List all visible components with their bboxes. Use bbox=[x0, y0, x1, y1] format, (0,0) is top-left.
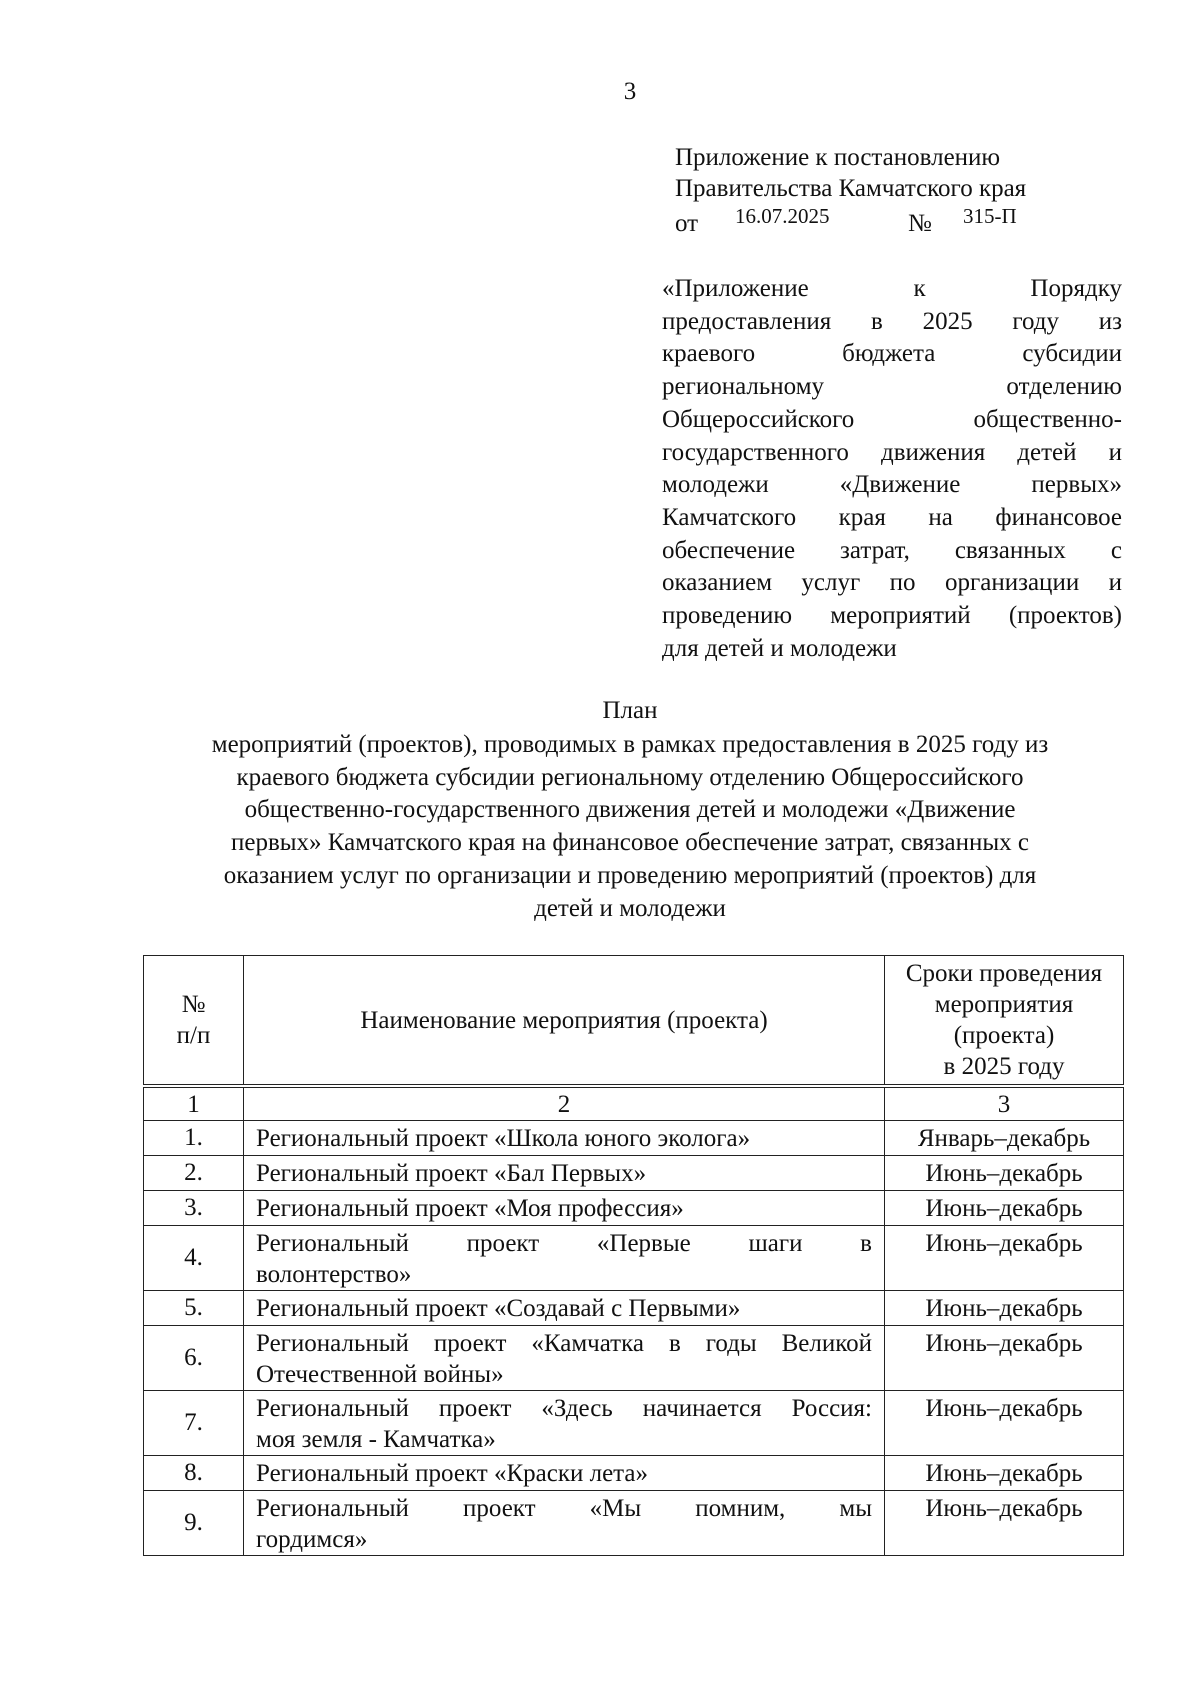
order-line: проведению мероприятий (проектов) bbox=[662, 602, 1122, 630]
order-line: молодежи «Движение первых» bbox=[662, 471, 1122, 499]
table-row bbox=[144, 1291, 1124, 1326]
appendix-header bbox=[675, 142, 1026, 235]
row-number: 2. bbox=[144, 1156, 244, 1191]
event-period: Июнь–декабрь bbox=[885, 1491, 1124, 1556]
event-name bbox=[244, 1226, 885, 1291]
column-number: 2 bbox=[244, 1086, 885, 1121]
events-table bbox=[143, 955, 1124, 1556]
event-period: Июнь–декабрь bbox=[885, 1226, 1124, 1291]
header-number-sign: № bbox=[181, 991, 206, 1018]
table-row bbox=[144, 1491, 1124, 1556]
event-name-line: Региональный проект «Мы помним, мы bbox=[256, 1495, 872, 1522]
column-number: 1 bbox=[144, 1086, 244, 1121]
event-name bbox=[244, 1491, 885, 1556]
event-name-line: моя земля - Камчатка» bbox=[256, 1426, 496, 1453]
event-name-line: гордимся» bbox=[256, 1526, 368, 1553]
event-period: Июнь–декабрь bbox=[885, 1191, 1124, 1226]
table-row bbox=[144, 1326, 1124, 1391]
order-line: оказанием услуг по организации и bbox=[662, 569, 1122, 597]
table-row bbox=[144, 1156, 1124, 1191]
event-name-line: Отечественной войны» bbox=[256, 1361, 504, 1388]
event-period: Июнь–декабрь bbox=[885, 1291, 1124, 1326]
table-row bbox=[144, 1191, 1124, 1226]
header-period-line: (проекта) bbox=[953, 1022, 1055, 1049]
event-name: Региональный проект «Создавай с Первыми» bbox=[244, 1291, 885, 1326]
order-line: «Приложение к Порядку bbox=[662, 275, 1122, 302]
column-number: 3 bbox=[885, 1086, 1124, 1121]
resolution-date: 16.07.2025 bbox=[735, 204, 830, 228]
header-event-name: Наименование мероприятия (проекта) bbox=[244, 956, 885, 1087]
event-name bbox=[244, 1391, 885, 1456]
order-reference bbox=[662, 273, 1122, 665]
number-label: № bbox=[908, 210, 932, 237]
table-row bbox=[144, 1226, 1124, 1291]
event-name-line: Региональный проект «Первые шаги в bbox=[256, 1230, 872, 1257]
order-line: Общероссийского общественно- bbox=[662, 405, 1122, 433]
order-line: региональному отделению bbox=[662, 373, 1122, 401]
row-number: 7. bbox=[144, 1391, 244, 1456]
table-header-row bbox=[144, 956, 1124, 1087]
event-name: Региональный проект «Моя профессия» bbox=[244, 1191, 885, 1226]
header-number-abbr: п/п bbox=[176, 1022, 211, 1049]
plan-description-line: краевого бюджета субсидии региональному отделению Общероссийского bbox=[236, 763, 1024, 791]
event-name: Региональный проект «Краски лета» bbox=[244, 1456, 885, 1491]
table-row bbox=[144, 1391, 1124, 1456]
header-period-line: Сроки проведения bbox=[905, 960, 1103, 987]
order-line: обеспечение затрат, связанных с bbox=[662, 536, 1122, 564]
event-name: Региональный проект «Бал Первых» bbox=[244, 1156, 885, 1191]
plan-description-line: оказанием услуг по организации и проведению мероприятий (проектов) для bbox=[223, 861, 1037, 889]
from-label: от bbox=[675, 210, 699, 237]
event-period: Июнь–декабрь bbox=[885, 1391, 1124, 1456]
row-number: 9. bbox=[144, 1491, 244, 1556]
event-period: Январь–декабрь bbox=[885, 1121, 1124, 1156]
header-number bbox=[144, 956, 244, 1087]
event-name bbox=[244, 1326, 885, 1391]
plan-title: План bbox=[602, 697, 658, 724]
event-period: Июнь–декабрь bbox=[885, 1326, 1124, 1391]
order-line: Камчатского края на финансовое bbox=[662, 503, 1122, 531]
order-line: государственного движения детей и bbox=[662, 438, 1122, 466]
column-number-row bbox=[144, 1086, 1124, 1121]
header-period-line: в 2025 году bbox=[943, 1053, 1065, 1080]
row-number: 6. bbox=[144, 1326, 244, 1391]
header-period bbox=[885, 956, 1124, 1087]
page-number: 3 bbox=[623, 78, 637, 105]
row-number: 8. bbox=[144, 1456, 244, 1491]
appendix-line-2: Правительства Камчатского края bbox=[675, 175, 1027, 202]
event-name-line: волонтерство» bbox=[256, 1261, 412, 1288]
event-name-line: Региональный проект «Камчатка в годы Великой bbox=[256, 1330, 872, 1357]
order-line: предоставления в 2025 году из bbox=[662, 307, 1122, 335]
order-line: краевого бюджета субсидии bbox=[662, 340, 1122, 368]
row-number: 5. bbox=[144, 1291, 244, 1326]
order-line: для детей и молодежи bbox=[662, 634, 897, 662]
appendix-line-1: Приложение к постановлению bbox=[675, 144, 1001, 171]
row-number: 1. bbox=[144, 1121, 244, 1156]
event-name-line: Региональный проект «Здесь начинается Россия: bbox=[256, 1395, 872, 1422]
appendix-date-row bbox=[675, 204, 1026, 235]
plan-description-line: первых» Камчатского края на финансовое обеспечение затрат, связанных с bbox=[230, 829, 1030, 857]
event-name: Региональный проект «Школа юного эколога» bbox=[244, 1121, 885, 1156]
header-period-line: мероприятия bbox=[934, 991, 1074, 1018]
resolution-number: 315-П bbox=[963, 204, 1017, 228]
table-row bbox=[144, 1121, 1124, 1156]
plan-description-line: детей и молодежи bbox=[534, 894, 726, 922]
plan-description-line: общественно-государственного движения детей и молодежи «Движение bbox=[244, 796, 1016, 824]
table-row bbox=[144, 1456, 1124, 1491]
plan-description-line: мероприятий (проектов), проводимых в рамках предоставления в 2025 году из bbox=[211, 731, 1049, 758]
row-number: 3. bbox=[144, 1191, 244, 1226]
row-number: 4. bbox=[144, 1226, 244, 1291]
plan-description bbox=[143, 729, 1117, 925]
event-period: Июнь–декабрь bbox=[885, 1456, 1124, 1491]
event-period: Июнь–декабрь bbox=[885, 1156, 1124, 1191]
